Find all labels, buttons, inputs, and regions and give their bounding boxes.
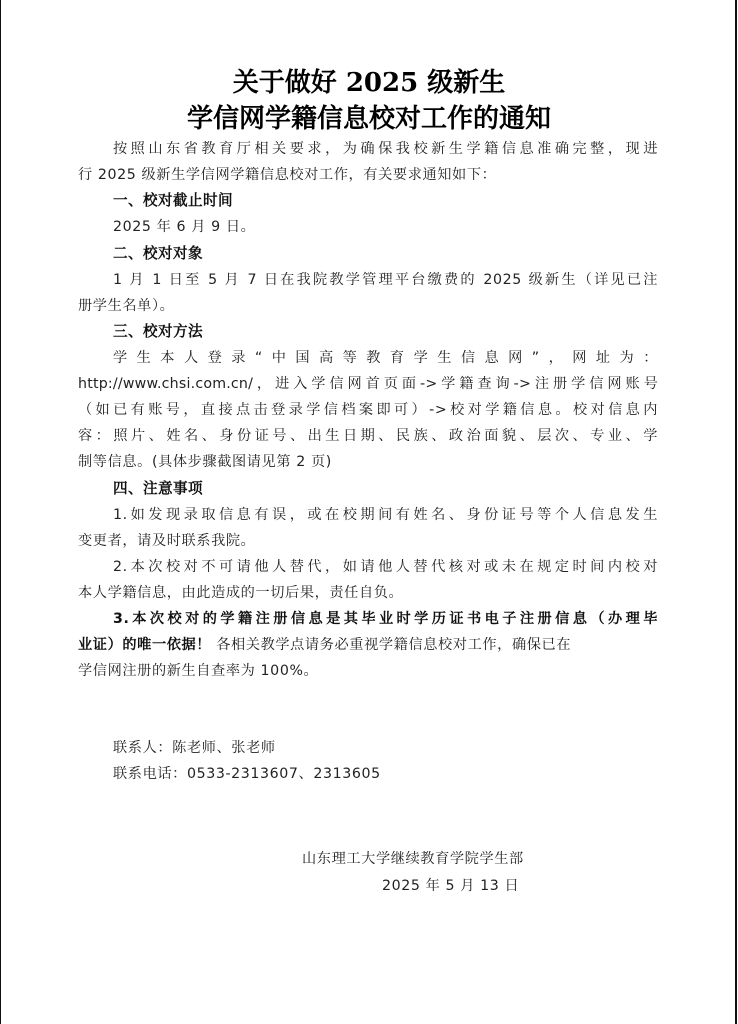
signature-org: 山东理工大学继续教育学院学生部	[302, 851, 524, 867]
section-heading-target: 二、校对对象	[113, 245, 203, 262]
note-1-line-2: 变更者，请及时联系我院。	[78, 533, 256, 549]
deadline-text: 2025 年 6 月 9 日。	[113, 219, 256, 235]
method-line-5: 制等信息。(具体步骤截图请见第 2 页)	[78, 454, 332, 470]
method-line-3: （如已有账号，直接点击登录学信档案即可）->校对学籍信息。校对信息内	[78, 402, 658, 418]
note-3-normal-text: 各相关教学点请务必重视学籍信息校对工作，确保已在	[211, 637, 572, 653]
document-title-line2: 学信网学籍信息校对工作的通知	[186, 104, 551, 134]
section-heading-deadline: 一、校对截止时间	[113, 192, 233, 209]
document-title-line1: 关于做好 2025 级新生	[232, 68, 506, 98]
contact-person: 联系人：陈老师、张老师	[113, 740, 276, 756]
section-heading-method: 三、校对方法	[113, 323, 203, 340]
note-2-line-1: 2.本次校对不可请他人替代，如请他人替代核对或未在规定时间内校对	[113, 559, 658, 575]
page-border-right	[735, 0, 737, 1024]
note-3-line-2	[78, 635, 658, 655]
note-3-line-3: 学信网注册的新生自查率为 100%。	[78, 663, 319, 679]
signature-date: 2025 年 5 月 13 日	[382, 878, 520, 894]
method-line-4: 容：照片、姓名、身份证号、出生日期、民族、政治面貌、层次、专业、学	[78, 428, 658, 444]
target-line-2: 册学生名单）。	[78, 298, 175, 314]
contact-phone: 联系电话：0533-2313607、2313605	[113, 766, 381, 782]
note-3-line-1-bold: 3.本次校对的学籍注册信息是其毕业时学历证书电子注册信息（办理毕	[113, 611, 658, 627]
intro-line-2: 行 2025 级新生学信网学籍信息校对工作，有关要求通知如下：	[78, 167, 497, 183]
target-line-1: 1 月 1 日至 5 月 7 日在我院教学管理平台缴费的 2025 级新生（详见已注	[113, 272, 658, 288]
method-line-1: 学生本人登录“中国高等教育学生信息网”，网址为：	[113, 350, 658, 366]
method-line-2-url: http://www.chsi.com.cn/，进入学信网首页面->学籍查询->注册学信网账号	[78, 376, 658, 392]
note-1-line-1: 1.如发现录取信息有误，或在校期间有姓名、身份证号等个人信息发生	[113, 507, 658, 523]
note-2-line-2: 本人学籍信息，由此造成的一切后果，责任自负。	[78, 585, 404, 601]
page-border-left	[0, 0, 1, 1024]
note-3-bold-emphasis: 业证）的唯一依据！	[78, 637, 212, 653]
intro-line-1: 按照山东省教育厅相关要求，为确保我校新生学籍信息准确完整，现进	[113, 141, 658, 157]
section-heading-notes: 四、注意事项	[113, 480, 203, 497]
